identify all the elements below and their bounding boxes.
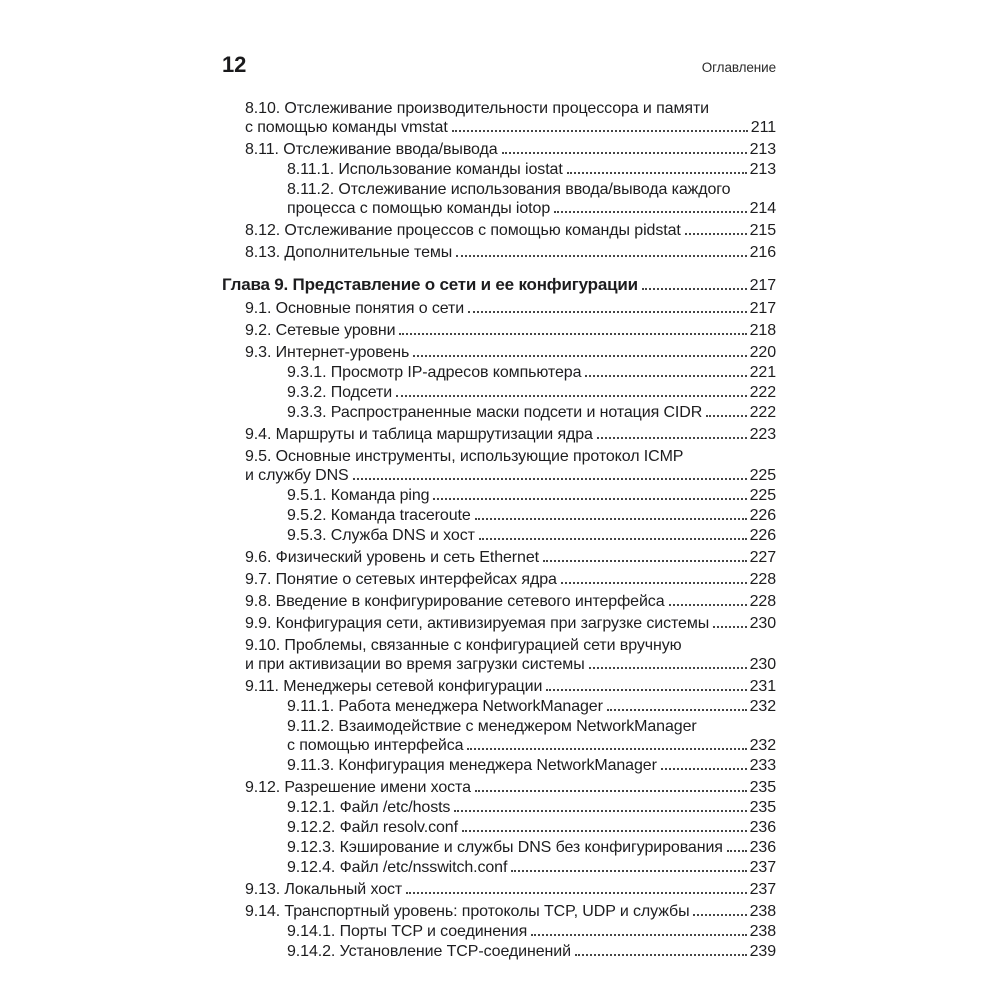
toc-entry-row xyxy=(287,160,776,179)
dotted-leader xyxy=(452,126,748,132)
toc-entry xyxy=(222,697,776,716)
dotted-leader xyxy=(462,826,747,832)
dotted-leader xyxy=(468,307,746,313)
toc-page-number: 217 xyxy=(749,277,776,294)
toc-entry-row xyxy=(287,756,776,775)
toc-entry-text: 8.11.1. Использование команды iostat xyxy=(287,161,563,178)
toc-page-number: 228 xyxy=(749,593,776,610)
toc-page-number: 223 xyxy=(749,426,776,443)
toc-entry xyxy=(222,99,776,137)
toc-page-number: 235 xyxy=(749,779,776,796)
toc-entry-row xyxy=(222,274,776,296)
toc-entry-text: 9.11.2. Взаимодействие с менеджером NetworkManager xyxy=(287,718,697,735)
toc-entry-row xyxy=(287,363,776,382)
toc-entry xyxy=(222,425,776,444)
toc-entry-text: 9.12. Разрешение имени хоста xyxy=(245,779,471,796)
toc-page-number: 220 xyxy=(749,344,776,361)
toc-entry xyxy=(222,321,776,340)
toc-entry-text: 9.3. Интернет-уровень xyxy=(245,344,410,361)
toc-page-number: 233 xyxy=(749,757,776,774)
toc-entry-text: 9.12.2. Файл resolv.conf xyxy=(287,819,458,836)
toc-entry-text: процесса с помощью команды iotop xyxy=(287,200,551,217)
dotted-leader xyxy=(475,786,747,792)
toc-entry-text: 9.5.1. Команда ping xyxy=(287,487,430,504)
toc-entry xyxy=(222,677,776,696)
toc-page-number: 218 xyxy=(749,322,776,339)
toc-entry-text: 9.8. Введение в конфигурирование сетевого интерфейса xyxy=(245,593,665,610)
toc-entry xyxy=(222,717,776,755)
toc-entry-row xyxy=(245,321,776,340)
toc-entry-text: Глава 9. Представление о сети и ее конфигурации xyxy=(222,275,638,294)
toc-entry-text: 8.12. Отслеживание процессов с помощью команды pidstat xyxy=(245,222,681,239)
dotted-leader xyxy=(502,148,747,154)
toc-entry xyxy=(222,506,776,525)
toc-entry-text: 9.2. Сетевые уровни xyxy=(245,322,396,339)
toc-entry-row xyxy=(245,343,776,362)
toc-entry xyxy=(222,383,776,402)
dotted-leader xyxy=(413,351,746,357)
toc-entry xyxy=(222,902,776,921)
toc-page-number: 231 xyxy=(749,678,776,695)
toc-entry xyxy=(222,403,776,422)
toc-entry-row xyxy=(245,778,776,797)
toc-entry-row xyxy=(245,614,776,633)
dotted-leader xyxy=(713,622,746,628)
toc-entry-text: 9.7. Понятие о сетевых интерфейсах ядра xyxy=(245,571,557,588)
dotted-leader xyxy=(727,846,747,852)
toc-page-number: 213 xyxy=(749,141,776,158)
dotted-leader xyxy=(353,474,747,480)
toc-entry-text: и службу DNS xyxy=(245,467,349,484)
toc-page-number: 230 xyxy=(749,615,776,632)
toc-entry xyxy=(222,778,776,797)
toc-entry xyxy=(222,243,776,262)
dotted-leader xyxy=(669,600,747,606)
toc-page-number: 238 xyxy=(749,903,776,920)
toc-entry xyxy=(222,526,776,545)
dotted-leader xyxy=(543,556,747,562)
toc-chapter-entry xyxy=(222,274,776,296)
toc-entry-text: 9.3.1. Просмотр IP-адресов компьютера xyxy=(287,364,582,381)
toc-entry xyxy=(222,343,776,362)
toc-entry-row xyxy=(245,677,776,696)
toc-entry-row xyxy=(287,922,776,941)
dotted-leader xyxy=(399,329,746,335)
toc-entry-row xyxy=(245,655,776,674)
toc-entry-text: 9.14.2. Установление TCP-соединений xyxy=(287,943,571,960)
dotted-leader xyxy=(585,371,746,377)
toc-entry-text: 9.9. Конфигурация сети, активизируемая при загрузке системы xyxy=(245,615,710,632)
running-title: Оглавление xyxy=(701,60,776,75)
toc-page-number: 222 xyxy=(749,404,776,421)
toc-entry xyxy=(222,858,776,877)
toc-entry-text: 8.11. Отслеживание ввода/вывода xyxy=(245,141,498,158)
toc-page-number: 230 xyxy=(749,656,776,673)
toc-entry-text: 9.10. Проблемы, связанные с конфигурацией сети вручную xyxy=(245,637,682,654)
toc-entry-text: 9.11. Менеджеры сетевой конфигурации xyxy=(245,678,543,695)
toc-entry xyxy=(222,592,776,611)
toc-entry xyxy=(222,486,776,505)
toc-entry-text: 9.6. Физический уровень и сеть Ethernet xyxy=(245,549,539,566)
toc-entry-row xyxy=(287,838,776,857)
toc-entry-row xyxy=(287,736,776,755)
dotted-leader xyxy=(685,229,747,235)
dotted-leader xyxy=(456,251,746,257)
toc-entry xyxy=(222,180,776,218)
toc-page-number: 225 xyxy=(749,487,776,504)
toc-entry-row xyxy=(245,425,776,444)
toc-entry-text: 9.3.3. Распространенные маски подсети и нотация CIDR xyxy=(287,404,703,421)
toc-entry-text: с помощью интерфейса xyxy=(287,737,464,754)
toc-entry-row xyxy=(287,486,776,505)
toc-entry xyxy=(222,756,776,775)
toc-entry-row xyxy=(245,299,776,318)
toc-entry xyxy=(222,942,776,961)
dotted-leader xyxy=(661,764,747,770)
toc-entry xyxy=(222,838,776,857)
toc-page-number: 221 xyxy=(749,364,776,381)
toc-page-number: 237 xyxy=(749,859,776,876)
dotted-leader xyxy=(479,534,747,540)
toc-entry-row xyxy=(245,592,776,611)
dotted-leader xyxy=(567,168,747,174)
toc-entry xyxy=(222,299,776,318)
toc-entry xyxy=(222,880,776,899)
toc-entry-row xyxy=(287,818,776,837)
toc-entry-text: 9.14. Транспортный уровень: протоколы TCP, UDP и службы xyxy=(245,903,690,920)
toc-entry xyxy=(222,922,776,941)
toc-entry-row xyxy=(287,942,776,961)
toc-page-number: 239 xyxy=(749,943,776,960)
toc-page-number: 236 xyxy=(749,819,776,836)
toc-entry-row xyxy=(287,506,776,525)
dotted-leader xyxy=(454,806,746,812)
toc-entry xyxy=(222,818,776,837)
toc-page-number: 228 xyxy=(749,571,776,588)
toc-entry xyxy=(222,798,776,817)
toc-page-number: 238 xyxy=(749,923,776,940)
page-header xyxy=(222,52,776,78)
toc-entry-row xyxy=(287,403,776,422)
dotted-leader xyxy=(706,411,746,417)
toc-entry-row xyxy=(287,858,776,877)
dotted-leader xyxy=(467,744,746,750)
toc-entry xyxy=(222,363,776,382)
toc-page-number: 222 xyxy=(749,384,776,401)
toc-entry xyxy=(222,140,776,159)
toc-list xyxy=(222,96,776,961)
toc-entry-text: 9.5.3. Служба DNS и хост xyxy=(287,527,475,544)
toc-page-number: 225 xyxy=(749,467,776,484)
toc-entry-text: 9.14.1. Порты TCP и соединения xyxy=(287,923,528,940)
toc-entry-row xyxy=(245,243,776,262)
toc-entry xyxy=(222,636,776,674)
toc-entry-row xyxy=(245,902,776,921)
toc-entry-text: 9.12.4. Файл /etc/nsswitch.conf xyxy=(287,859,508,876)
toc-entry-text: 9.13. Локальный хост xyxy=(245,881,403,898)
toc-page-number: 237 xyxy=(749,881,776,898)
toc-entry xyxy=(222,570,776,589)
toc-page-number: 227 xyxy=(749,549,776,566)
toc-entry-row xyxy=(245,221,776,240)
toc-entry-row xyxy=(245,140,776,159)
dotted-leader xyxy=(642,284,747,290)
dotted-leader xyxy=(475,514,747,520)
toc-entry-row xyxy=(287,697,776,716)
toc-entry-row xyxy=(287,526,776,545)
toc-entry-text: 8.13. Дополнительные темы xyxy=(245,244,453,261)
toc-entry-text: 9.5.2. Команда traceroute xyxy=(287,507,471,524)
toc-page-number: 226 xyxy=(749,527,776,544)
dotted-leader xyxy=(589,663,747,669)
dotted-leader xyxy=(531,930,746,936)
toc-entry-row xyxy=(245,548,776,567)
dotted-leader xyxy=(554,207,746,213)
dotted-leader xyxy=(406,888,746,894)
dotted-leader xyxy=(546,685,746,691)
toc-entry xyxy=(222,160,776,179)
toc-entry-text: 8.10. Отслеживание производительности процессора и памяти xyxy=(245,100,710,117)
toc-entry-text: 9.11.3. Конфигурация менеджера NetworkManager xyxy=(287,757,657,774)
toc-page-number: 236 xyxy=(749,839,776,856)
toc-entry-text: 9.12.1. Файл /etc/hosts xyxy=(287,799,451,816)
toc-entry-row xyxy=(287,798,776,817)
toc-entry-row xyxy=(245,118,776,137)
toc-page-number: 232 xyxy=(749,737,776,754)
toc-page-number: 211 xyxy=(750,119,776,136)
dotted-leader xyxy=(575,950,747,956)
dotted-leader xyxy=(693,910,746,916)
toc-page-number: 215 xyxy=(749,222,776,239)
toc-entry-text: 9.11.1. Работа менеджера NetworkManager xyxy=(287,698,603,715)
toc-page-number: 232 xyxy=(749,698,776,715)
dotted-leader xyxy=(511,866,746,872)
toc-page-number: 216 xyxy=(749,244,776,261)
toc-entry-text: 9.5. Основные инструменты, использующие протокол ICMP xyxy=(245,448,684,465)
toc-entry xyxy=(222,614,776,633)
toc-entry-text: 9.3.2. Подсети xyxy=(287,384,393,401)
dotted-leader xyxy=(561,578,747,584)
toc-entry-text: и при активизации во время загрузки системы xyxy=(245,656,585,673)
dotted-leader xyxy=(396,391,747,397)
folio-page-number: 12 xyxy=(222,52,247,77)
toc-entry-row xyxy=(245,570,776,589)
toc-entry-text: 9.1. Основные понятия о сети xyxy=(245,300,465,317)
toc-entry-text: 9.12.3. Кэширование и службы DNS без конфигурирования xyxy=(287,839,723,856)
toc-entry xyxy=(222,447,776,485)
toc-entry xyxy=(222,548,776,567)
toc-page-number: 214 xyxy=(749,200,776,217)
toc-page-number: 235 xyxy=(749,799,776,816)
toc-entry-row xyxy=(287,199,776,218)
toc-page-number: 217 xyxy=(749,300,776,317)
dotted-leader xyxy=(433,494,746,500)
toc-page-number: 226 xyxy=(749,507,776,524)
dotted-leader xyxy=(607,705,747,711)
toc-entry-text: 9.4. Маршруты и таблица маршрутизации ядра xyxy=(245,426,593,443)
dotted-leader xyxy=(597,433,747,439)
toc-entry-row xyxy=(245,466,776,485)
toc-entry xyxy=(222,221,776,240)
toc-page-number: 213 xyxy=(749,161,776,178)
toc-entry-row xyxy=(245,880,776,899)
toc-entry-row xyxy=(287,383,776,402)
toc-entry-text: 8.11.2. Отслеживание использования ввода/вывода каждого xyxy=(287,181,731,198)
toc-entry-text: с помощью команды vmstat xyxy=(245,119,448,136)
